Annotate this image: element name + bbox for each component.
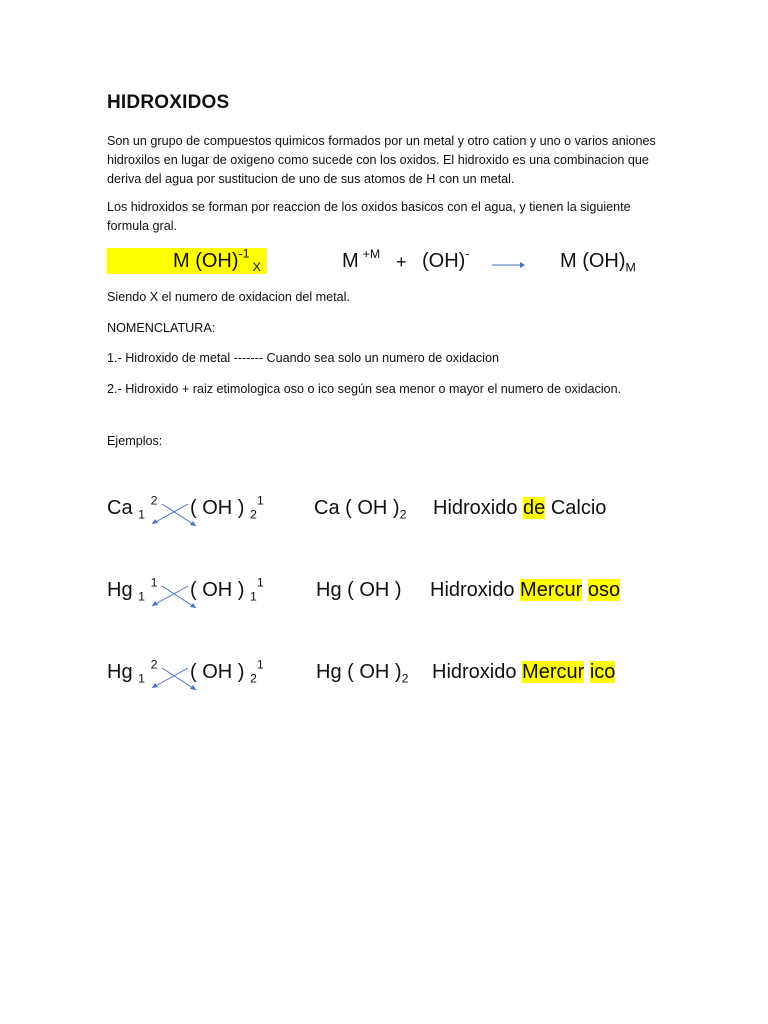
example-1-name: Hidroxido de Calcio bbox=[433, 497, 607, 519]
page-title: HIDROXIDOS bbox=[107, 92, 230, 113]
formation-paragraph: Los hidroxidos se forman por reaccion de los oxidos basicos con el agua, y tienen la siguiente formula gral. bbox=[107, 200, 631, 233]
reaction-arrow-icon bbox=[492, 260, 526, 270]
intro-paragraph: Son un grupo de compuestos quimicos formados por un metal y otro cation y uno o varios aniones hidroxilos en lugar de oxigeno como sucede con los oxidos. El hidroxido es una combinacion que deriva del agua por sustitucion de uno de sus atomos de H con un metal. bbox=[107, 134, 656, 186]
example-2-compound: Hg ( OH ) bbox=[316, 579, 402, 601]
example-3-metal: Hg $_1$ $^2$ bbox=[107, 657, 158, 686]
example-1-metal: Ca $_1$ $^2$ bbox=[107, 493, 158, 522]
rule-two: 2.- Hidroxido + raiz etimologica oso o ico según sea menor o mayor el numero de oxidacion. bbox=[107, 382, 622, 396]
example-2-hydroxide: ( OH ) $_1^1$ bbox=[190, 575, 264, 604]
general-formula-sup: -1 bbox=[238, 246, 250, 261]
product-formula: M $(OH)_M$ bbox=[560, 250, 636, 275]
example-3-hydroxide: ( OH ) $_2^1$ bbox=[190, 657, 264, 686]
rule-one: 1.- Hidroxido de metal ------- Cuando sea solo un numero de oxidacion bbox=[107, 351, 499, 365]
general-formula-sub: X bbox=[252, 260, 261, 275]
plus-sign: + bbox=[396, 252, 407, 272]
reactant-metal: M $^{+M}$ bbox=[342, 246, 381, 272]
example-2-name: Hidroxido Mercur oso bbox=[430, 579, 621, 601]
example-1-hydroxide: ( OH ) $_2^1$ bbox=[190, 493, 264, 522]
example-3-compound: Hg ( OH )$_2$ bbox=[316, 661, 409, 686]
nomenclature-heading: NOMENCLATURA: bbox=[107, 321, 216, 335]
reactant-hydroxide: (OH)- bbox=[422, 246, 470, 272]
general-formula bbox=[107, 248, 267, 274]
oxidation-note: Siendo X el numero de oxidacion del metal. bbox=[107, 290, 350, 304]
example-2-metal: Hg $_1$ $^1$ bbox=[107, 575, 158, 604]
example-3-name: Hidroxido Mercur ico bbox=[432, 661, 616, 683]
general-formula-base: M (OH) bbox=[173, 250, 239, 272]
examples-heading: Ejemplos: bbox=[107, 434, 163, 448]
example-1-compound: Ca ( OH )$_2$ bbox=[314, 497, 407, 522]
